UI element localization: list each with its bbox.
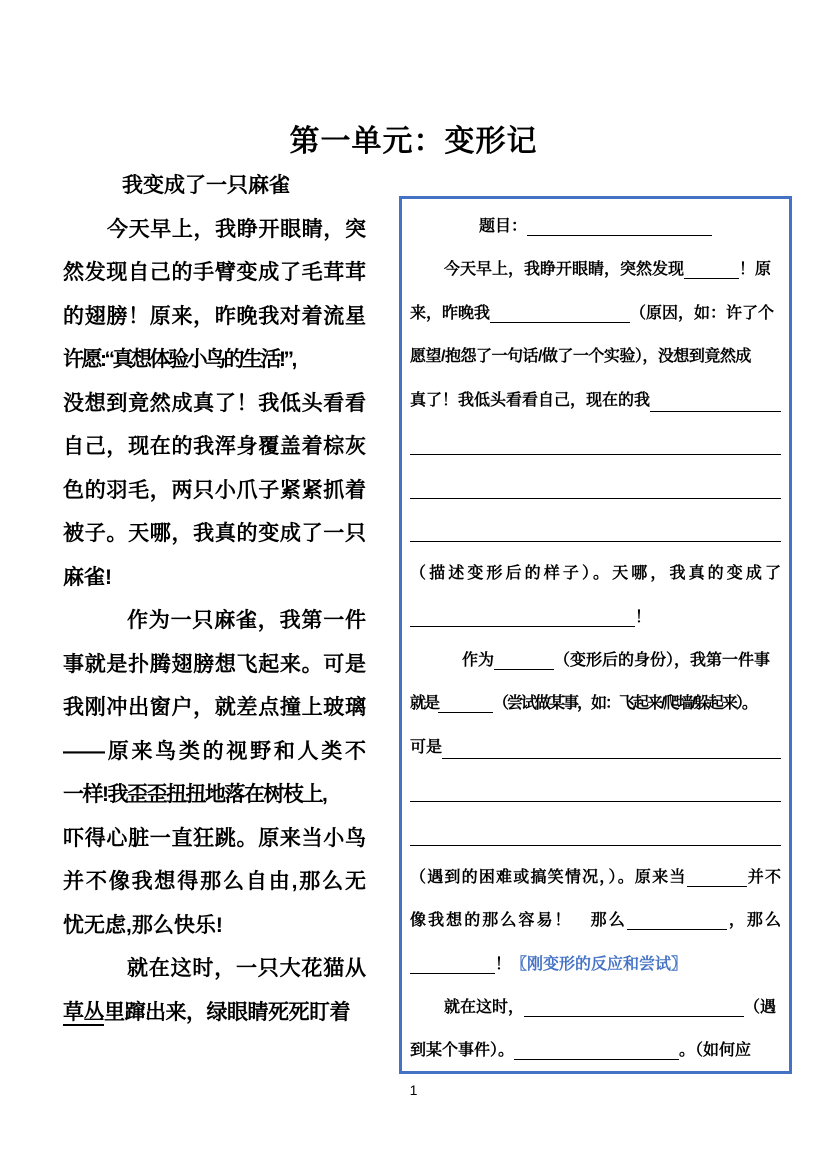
text-run: ，那么 [726, 912, 781, 930]
blank-fill-in-field[interactable] [514, 1045, 679, 1060]
worksheet-line [410, 1029, 781, 1072]
essay-line [63, 295, 366, 339]
text-run: ！原 [739, 261, 772, 279]
text-run: 许愿:“真想体验小鸟的生活!”, [63, 348, 295, 371]
text-run: 来，昨晚我 [410, 304, 491, 322]
blank-fill-in-field[interactable] [410, 484, 781, 499]
worksheet-line [410, 509, 781, 552]
text-run: 真了！我低头看看自己，现在的我 [410, 391, 651, 409]
essay-line [63, 947, 366, 991]
worksheet-line [410, 769, 781, 812]
text-run: 的翅膀！原来，昨晚我对着流星 [63, 304, 366, 328]
blank-fill-in-field[interactable] [494, 655, 554, 670]
text-run: ——原来鸟类的视野和人类不 [63, 739, 366, 763]
essay-line [63, 904, 366, 948]
text-run: 作为一只麻雀，我第一件 [127, 609, 366, 632]
text-run: （尝试做某事，如：飞起来/爬墙/躲起来）。 [493, 695, 756, 713]
worksheet-line [410, 205, 781, 248]
worksheet-line [410, 292, 781, 335]
blank-fill-in-field[interactable] [490, 308, 630, 323]
blank-fill-in-field[interactable] [684, 264, 739, 279]
text-run: 草丛 [63, 1000, 104, 1024]
blank-fill-in-field[interactable] [410, 527, 781, 542]
text-run: 被子。天哪，我真的变成了一只 [63, 522, 366, 545]
worksheet-template [410, 205, 781, 1073]
essay-line [63, 164, 366, 208]
worksheet-box [399, 196, 792, 1074]
text-run: 然发现自己的手臂变成了毛茸茸 [63, 261, 366, 284]
text-run: 。（如何应 [679, 1042, 752, 1060]
text-run: 色的羽毛，两只小爪子紧紧抓着 [63, 478, 366, 502]
text-run: 我变成了一只麻雀 [122, 174, 290, 197]
text-run: （遇到的困难或搞笑情况，）。原来当 [410, 868, 687, 886]
worksheet-line [410, 986, 781, 1029]
worksheet-line [410, 552, 781, 595]
blank-fill-in-field[interactable] [410, 959, 495, 974]
blank-fill-in-field[interactable] [442, 744, 781, 759]
text-run: （原因，如：许了个 [630, 304, 775, 322]
blank-fill-in-field[interactable] [627, 915, 727, 930]
text-run: 今天早上，我睁开眼睛，突 [107, 217, 366, 241]
blank-fill-in-field[interactable] [410, 787, 781, 802]
text-run: 没想到竟然成真了！我低头看看 [63, 391, 366, 415]
blank-fill-in-field[interactable] [527, 221, 712, 236]
text-run: （遇 [744, 999, 777, 1017]
text-run: 麻雀! [63, 565, 112, 589]
text-run: 今天早上，我睁开眼睛，突然发现 [444, 261, 685, 279]
text-run: 吓得心脏一直狂跳。原来当小鸟 [63, 826, 366, 850]
blank-fill-in-field[interactable] [524, 1002, 744, 1017]
essay-line [63, 556, 366, 600]
text-run: 并不 [746, 868, 781, 886]
text-run: 并不像我想得那么自由,那么无 [63, 870, 366, 893]
essay-line [63, 208, 366, 252]
annotation-text: 〖刚变形的反应和尝试〗 [511, 955, 688, 973]
text-run: （变形后的身份），我第一件事 [554, 651, 771, 669]
text-run: 自己，现在的我浑身覆盖着棕灰 [63, 435, 366, 458]
page-number: 1 [409, 1082, 418, 1098]
essay-line [63, 991, 366, 1035]
essay-line [63, 382, 366, 426]
text-run: 到某个事件）。 [410, 1042, 515, 1060]
text-run: 就是 [410, 695, 439, 713]
worksheet-line [410, 335, 781, 378]
text-run: 事就是扑腾翅膀想飞起来。可是 [63, 652, 366, 676]
essay-line [63, 643, 366, 687]
essay-line [63, 469, 366, 513]
essay-column [63, 164, 366, 1034]
worksheet-line [410, 812, 781, 855]
text-run: 我刚冲出窗户，就差点撞上玻璃 [63, 696, 366, 719]
essay-line [63, 860, 366, 904]
essay-line [63, 512, 366, 556]
worksheet-line [410, 379, 781, 422]
blank-fill-in-field[interactable] [438, 698, 493, 713]
text-run: 就在这时， [444, 999, 525, 1017]
text-run: 就在这时，一只大花猫从 [127, 957, 366, 980]
worksheet-line [410, 899, 781, 942]
page-title: 第一单元：变形记 [289, 125, 538, 158]
essay-line [63, 599, 366, 643]
text-run: 里蹿出来，绿眼睛死死盯着 [104, 1000, 350, 1024]
blank-fill-in-field[interactable] [687, 872, 747, 887]
text-run: （描述变形后的样子）。天哪，我真的变成了 [410, 565, 781, 583]
essay-line [63, 338, 366, 382]
text-run: 一样!我歪歪扭扭地落在树枝上, [63, 783, 327, 806]
worksheet-line [410, 596, 781, 639]
essay-line [63, 773, 366, 817]
worksheet-line [410, 943, 781, 986]
text-run: ！ [635, 608, 652, 626]
blank-fill-in-field[interactable] [650, 397, 781, 412]
essay-line [63, 251, 366, 295]
essay-line [63, 817, 366, 861]
worksheet-line [410, 465, 781, 508]
text-run: 作为 [462, 651, 495, 669]
worksheet-line [410, 682, 781, 725]
blank-fill-in-field[interactable] [410, 612, 635, 627]
essay-line [63, 425, 366, 469]
worksheet-line [410, 856, 781, 899]
blank-fill-in-field[interactable] [410, 440, 781, 455]
text-run: 可是 [410, 738, 443, 756]
text-run: 题目： [478, 218, 527, 235]
essay-line [63, 686, 366, 730]
text-run: ！ [495, 955, 512, 973]
text-run: 像我想的那么容易！ 那么 [410, 912, 627, 930]
text-run: 忧无虑,那么快乐! [63, 913, 223, 937]
worksheet-line [410, 726, 781, 769]
blank-fill-in-field[interactable] [410, 831, 781, 846]
worksheet-line [410, 639, 781, 682]
worksheet-line [410, 248, 781, 291]
worksheet-line [410, 422, 781, 465]
text-run: 愿望/抱怨了一句话/做了一个实验），没想到竟然成 [410, 348, 751, 366]
essay-line [63, 730, 366, 774]
